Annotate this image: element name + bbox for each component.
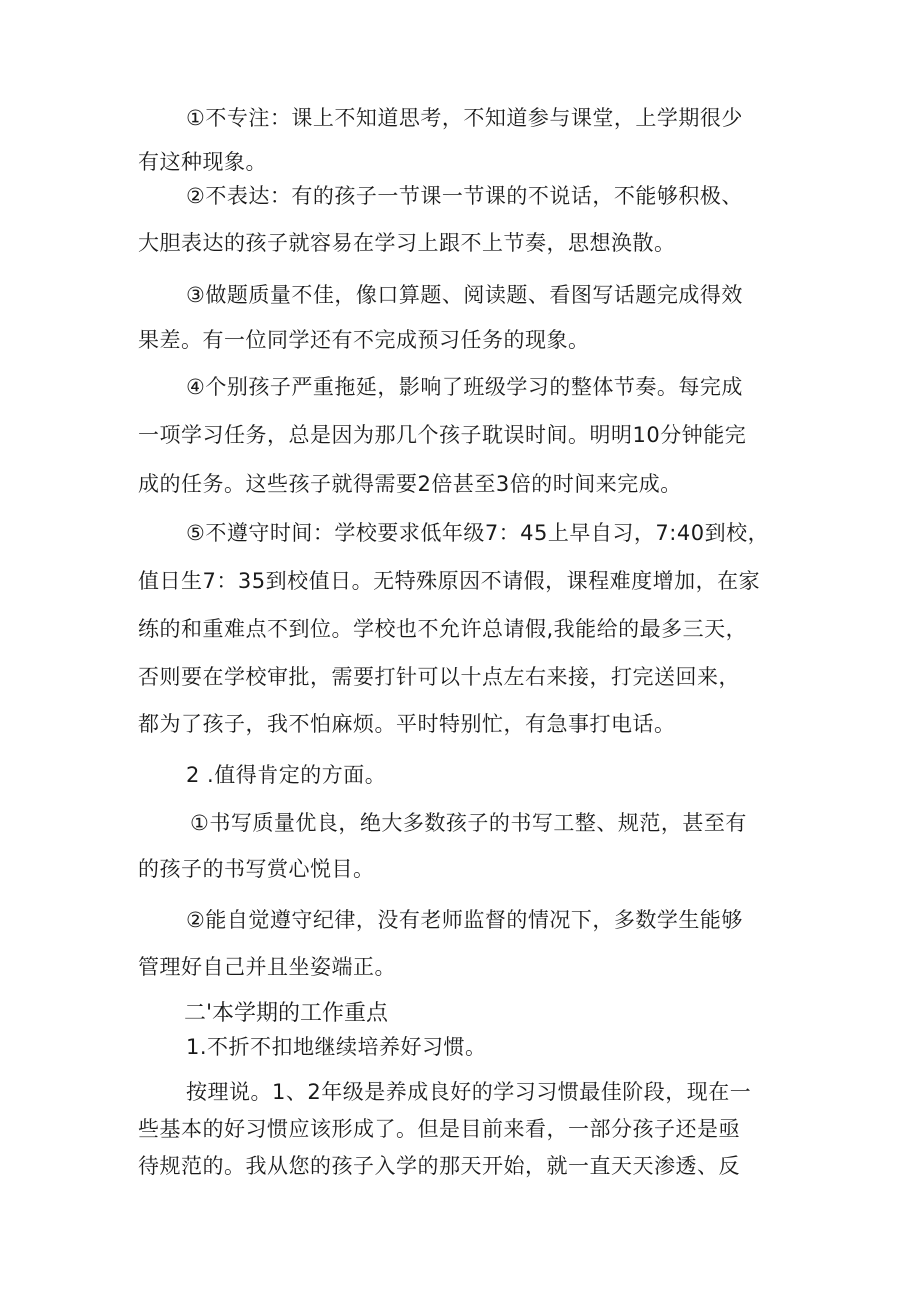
paragraph-line: ②不表达：有的孩子一节课一节课的不说话，不能够积极、 <box>186 184 743 208</box>
paragraph-line: ②能自觉遵守纪律，没有老师监督的情况下，多数学生能够 <box>186 908 743 932</box>
paragraph-line: 值日生7：35到校值日。无特殊原因不请假，课程难度增加，在家 <box>138 569 761 593</box>
subsection-title: 1.不折不扣地继续培养好习惯。 <box>186 1035 487 1059</box>
paragraph-line: 练的和重难点不到位。学校也不允许总请假,我能给的最多三天， <box>138 617 748 641</box>
paragraph-line: ④个别孩子严重拖延，影响了班级学习的整体节奏。每完成 <box>186 375 743 399</box>
paragraph-line: 待规范的。我从您的孩子入学的那天开始，就一直天天渗透、反 <box>138 1154 740 1178</box>
paragraph-line: 都为了孩子，我不怕麻烦。平时特别忙，有急事打电话。 <box>138 712 676 736</box>
paragraph-line: ⑤不遵守时间：学校要求低年级7：45上早自习，7:40到校， <box>186 521 770 545</box>
paragraph-line: 否则要在学校审批，需要打针可以十点左右来接，打完送回来， <box>138 665 740 689</box>
paragraph-line: ③做题质量不佳，像口算题、阅读题、看图写话题完成得效 <box>186 283 743 307</box>
paragraph-line: 的孩子的书写赏心悦目。 <box>138 857 375 881</box>
paragraph-line: 果差。有一位同学还有不完成预习任务的现象。 <box>138 328 590 352</box>
paragraph-line: 按理说。1、2年级是养成良好的学习习惯最佳阶段，现在一 <box>186 1080 752 1104</box>
paragraph-line: 一项学习任务，总是因为那几个孩子耽误时间。明明10分钟能完 <box>138 423 747 447</box>
paragraph-line: 有这种现象。 <box>138 150 267 174</box>
paragraph-line: 些基本的好习惯应该形成了。但是目前来看，一部分孩子还是亟 <box>138 1117 740 1141</box>
paragraph-line: 成的任务。这些孩子就得需要2倍甚至3倍的时间来完成。 <box>138 472 682 496</box>
paragraph-line: 管理好自己并且坐姿端正。 <box>138 955 396 979</box>
section-title: 2 .值得肯定的方面。 <box>186 763 387 787</box>
paragraph-line: ①不专注：课上不知道思考，不知道参与课堂，上学期很少 <box>186 106 743 130</box>
paragraph-line: 大胆表达的孩子就容易在学习上跟不上节奏，思想涣散。 <box>138 231 676 255</box>
section-heading: 二'本学期的工作重点 <box>184 1001 389 1026</box>
paragraph-line: ①书写质量优良，绝大多数孩子的书写工整、规范，甚至有 <box>190 811 747 835</box>
